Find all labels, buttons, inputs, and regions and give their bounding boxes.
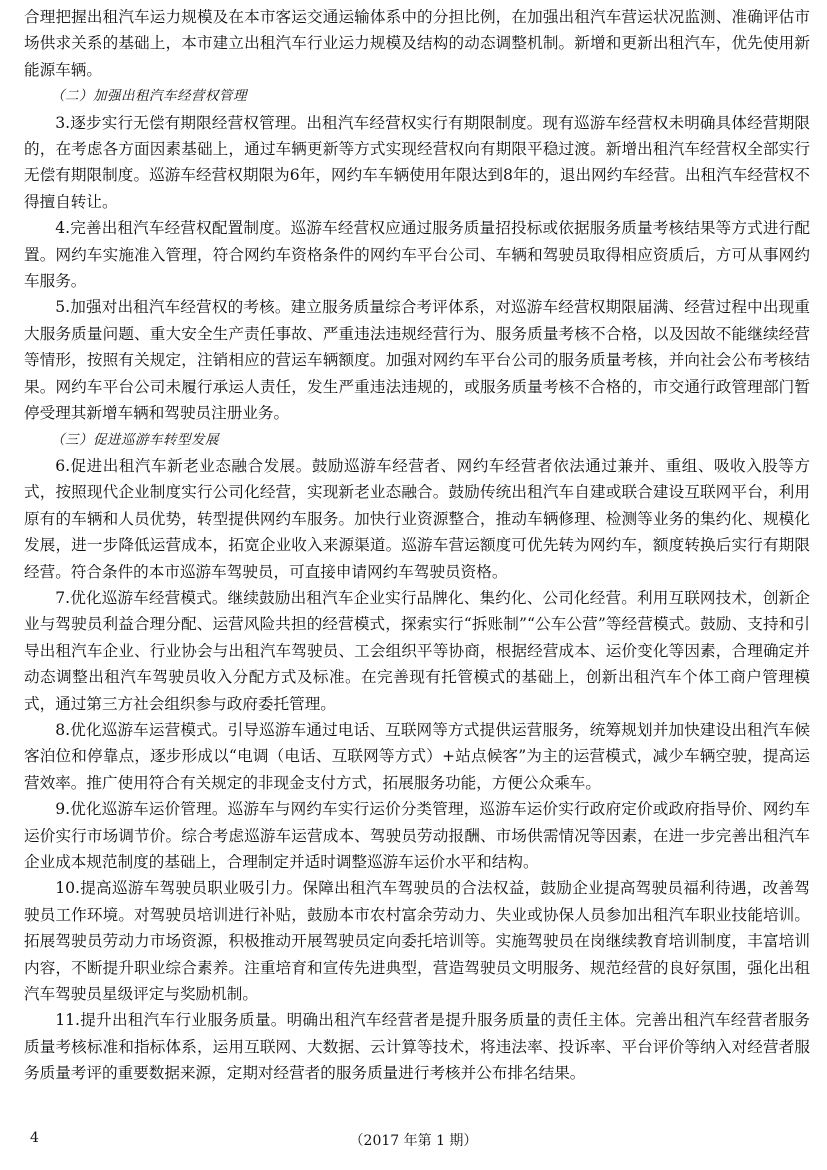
paragraph-item-10: 10.提高巡游车驾驶员职业吸引力。保障出租汽车驾驶员的合法权益，鼓励企业提高驾驶员福利待遇，改善驾驶员工作环境。对驾驶员培训进行补贴，鼓励本市农村富余劳动力、失业或协保人员参加出租汽车职业技能培训。拓展驾驶员劳动力市场资源，积极推动开展驾驶员定向委托培训等。实施驾驶员在岗继续教育培训制度，丰富培训内容，不断提升职业综合素养。注重培育和宣传先进典型，营造驾驶员文明服务、规范经营的良好氛围，强化出租汽车驾驶员星级评定与奖励机制。 xyxy=(24,879,810,1004)
paragraph-item-9: 9.优化巡游车运价管理。巡游车与网约车实行运价分类管理，巡游车运价实行政府定价或政府指导价、网约车运价实行市场调节价。综合考虑巡游车运营成本、驾驶员劳动报酬、市场供需情况等因素，在进一步完善出租汽车企业成本规范制度的基础上，合理制定并适时调整巡游车运价水平和结构。 xyxy=(24,800,810,871)
paragraph-item-3: 3.逐步实行无偿有期限经营权管理。出租汽车经营权实行有期限制度。现有巡游车经营权未明确具体经营期限的，在考虑各方面因素基础上，通过车辆更新等方式实现经营权向有期限平稳过渡。新增出租汽车经营权全部实行无偿有期限制度。巡游车经营权期限为6年，网约车车辆使用年限达到8年的，退出网约车经营。出租汽车经营权不得擅自转让。 xyxy=(24,113,810,211)
footer-issue: （2017 年第 1 期） xyxy=(349,1133,478,1149)
section-heading-2: （二）加强出租汽车经营权管理 xyxy=(51,88,247,105)
section-heading-3: （三）促进巡游车转型发展 xyxy=(51,431,219,448)
paragraph-item-6: 6.促进出租汽车新老业态融合发展。鼓励巡游车经营者、网约车经营者依法通过兼并、重组、吸收入股等方式，按照现代企业制度实行公司化经营，实现新老业态融合。鼓励传统出租汽车自建或联合建设互联网平台，利用原有的车辆和人员优势，转型提供网约车服务。加快行业资源整合，推动车辆修理、检测等业务的集约化、规模化发展，进一步降低运营成本，拓宽企业收入来源渠道。巡游车营运额度可优先转为网约车，额度转换后实行有期限经营。符合条件的本市巡游车驾驶员，可直接申请网约车驾驶员资格。 xyxy=(24,456,810,581)
paragraph-item-8: 8.优化巡游车运营模式。引导巡游车通过电话、互联网等方式提供运营服务，统筹规划并加快建设出租汽车候客泊位和停靠点，逐步形成以“电调（电话、互联网等方式）+站点候客”为主的运营模式，减少车辆空驶，提高运营效率。推广使用符合有关规定的非现金支付方式，拓展服务功能，方便公众乘车。 xyxy=(24,720,810,792)
paragraph-item-7: 7.优化巡游车经营模式。继续鼓励出租汽车企业实行品牌化、集约化、公司化经营。利用互联网技术，创新企业与驾驶员利益合理分配、运营风险共担的经营模式，探索实行“拆账制”“公车公营”等经营模式。鼓励、支持和引导出租汽车企业、行业协会与出租汽车驾驶员、工会组织平等协商，根据经营成本、运价变化等因素，合理确定并动态调整出租汽车驾驶员收入分配方式及标准。在完善现有托管模式的基础上，创新出租汽车个体工商户管理模式，通过第三方社会组织参与政府委托管理。 xyxy=(24,588,810,713)
paragraph-item-4: 4.完善出租汽车经营权配置制度。巡游车经营权应通过服务质量招投标或依据服务质量考核结果等方式进行配置。网约车实施准入管理，符合网约车资格条件的网约车平台公司、车辆和驾驶员取得相应资质后，方可从事网约车服务。 xyxy=(24,219,810,291)
paragraph-item-5: 5.加强对出租汽车经营权的考核。建立服务质量综合考评体系，对巡游车经营权期限届满、经营过程中出现重大服务质量问题、重大安全生产责任事故、严重违法违规经营行为、服务质量考核不合格，以及因故不能继续经营等情形，按照有关规定，注销相应的营运车辆额度。加强对网约车平台公司的服务质量考核，并向社会公布考核结果。网约车平台公司未履行承运人责任，发生严重违法违规的，或服务质量考核不合格的，市交通行政管理部门暂停受理其新增车辆和驾驶员注册业务。 xyxy=(24,298,810,423)
document-body xyxy=(24,4,810,1087)
paragraph-continuation: 合理把握出租汽车运力规模及在本市客运交通运输体系中的分担比例，在加强出租汽车营运状况监测、准确评估市场供求关系的基础上，本市建立出租汽车行业运力规模及结构的动态调整机制。新增和更新出租汽车，优先使用新能源车辆。 xyxy=(24,8,810,79)
paragraph-item-11: 11.提升出租汽车行业服务质量。明确出租汽车经营者是提升服务质量的责任主体。完善出租汽车经营者服务质量考核标准和指标体系，运用互联网、大数据、云计算等技术，将违法率、投诉率、平台评价等纳入对经营者服务质量考评的重要数据来源，定期对经营者的服务质量进行考核并公布排名结果。 xyxy=(24,1011,810,1083)
footer-page-number: 4 xyxy=(30,1130,39,1146)
